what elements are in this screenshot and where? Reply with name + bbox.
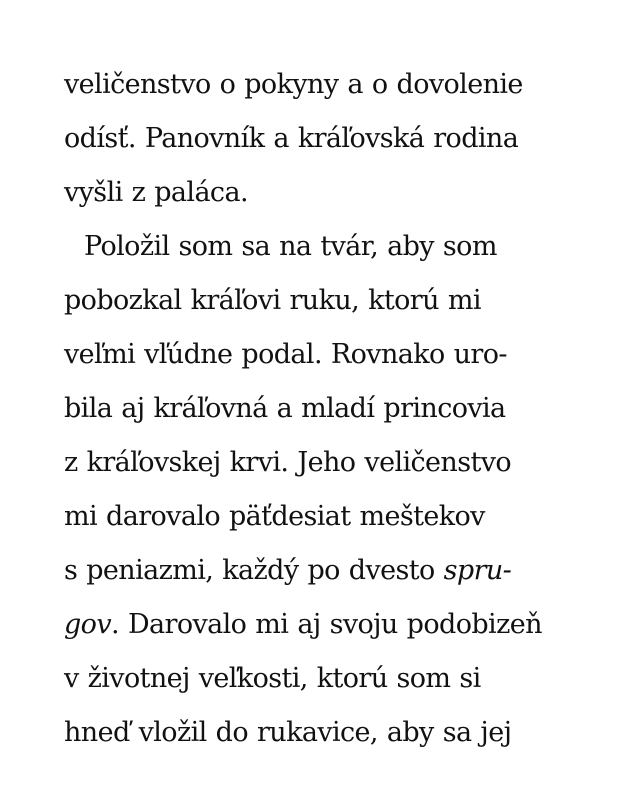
- text-line: bila aj kráľovná a mladí princovia: [64, 393, 506, 424]
- text-line: hneď vložil do rukavice, aby sa jej: [64, 717, 512, 748]
- text-line: z kráľovskej krvi. Jeho veličenstvo: [64, 447, 512, 478]
- text-line: pobozkal kráľovi ruku, ktorú mi: [64, 285, 481, 316]
- text-line: [64, 544, 604, 598]
- text-line: veľmi vľúdne podal. Rovnako uro-: [64, 339, 507, 370]
- text-run: s peniazmi, každý po dvesto: [64, 555, 444, 586]
- text-line: veličenstvo o pokyny a o dovolenie: [64, 69, 523, 100]
- text-line: mi darovalo päťdesiat meštekov: [64, 501, 485, 532]
- text-line: [64, 598, 604, 652]
- italic-word: spru-: [443, 555, 512, 586]
- text-line: v životnej veľkosti, ktorú som si: [64, 663, 481, 694]
- body-text: [64, 58, 604, 760]
- italic-word: gov: [64, 609, 111, 640]
- text-line: odísť. Panovník a kráľovská rodina: [64, 123, 519, 154]
- text-line: vyšli z paláca.: [64, 177, 248, 208]
- paragraph-first-line: Položil som sa na tvár, aby som: [84, 231, 497, 262]
- text-run: . Darovalo mi aj svoju podobizeň: [111, 609, 542, 640]
